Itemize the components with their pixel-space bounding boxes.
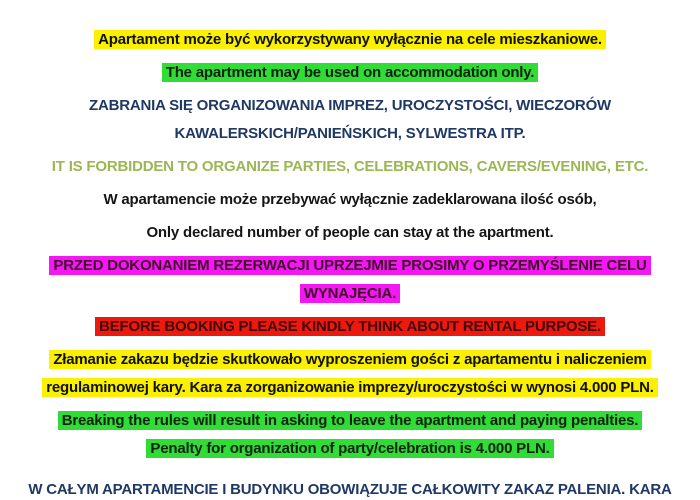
rule-line [0, 120, 700, 148]
rule-line [0, 476, 700, 500]
rule-en-booking-purpose [0, 313, 700, 341]
rule-en-penalty [0, 407, 700, 463]
rule-text: Only declared number of people can stay at the apartment. [146, 224, 554, 241]
rule-line [0, 59, 700, 87]
rule-text: ZABRANIA SIĘ ORGANIZOWANIA IMPREZ, UROCZYSTOŚCI, WIECZORÓW [88, 97, 611, 114]
highlighted-text: The apartment may be used on accommodation only. [162, 63, 539, 82]
rule-line [0, 346, 700, 374]
rule-line [0, 153, 700, 181]
rule-en-no-parties [0, 153, 700, 181]
highlighted-text: PRZED DOKONANIEM REZERWACJI UPRZEJMIE PROSIMY O PRZEMYŚLENIE CELU [49, 256, 650, 275]
rule-text: KAWALERSKICH/PANIEŃSKICH, SYLWESTRA ITP. [174, 125, 526, 142]
rule-pl-no-smoking-clipped [0, 476, 700, 500]
rule-line [0, 219, 700, 247]
highlighted-text: BEFORE BOOKING PLEASE KINDLY THINK ABOUT RENTAL PURPOSE. [95, 317, 605, 336]
rule-text: W CAŁYM APARTAMENCIE I BUDYNKU OBOWIĄZUJE CAŁKOWITY ZAKAZ PALENIA. KARA [28, 481, 672, 498]
highlighted-text: Breaking the rules will result in asking to leave the apartment and paying penalties. [58, 411, 643, 430]
rule-pl-no-parties [0, 92, 700, 148]
highlighted-text: regulaminowej kary. Kara za zorganizowanie imprezy/uroczystości w wynosi 4.000 PLN. [42, 378, 658, 397]
rule-line [0, 313, 700, 341]
rule-line [0, 374, 700, 402]
highlighted-text: Złamanie zakazu będzie skutkowało wyproszeniem gości z apartamentu i naliczeniem [49, 350, 650, 369]
rule-pl-accommodation-only [0, 26, 700, 54]
rule-line [0, 280, 700, 308]
rule-pl-declared-guests [0, 186, 700, 214]
rule-en-declared-guests [0, 219, 700, 247]
highlighted-text: WYNAJĘCIA. [300, 284, 400, 303]
rule-line [0, 26, 700, 54]
highlighted-text: Penalty for organization of party/celebration is 4.000 PLN. [146, 439, 553, 458]
rule-line [0, 92, 700, 120]
rule-text: W apartamencie może przebywać wyłącznie zadeklarowana ilość osób, [103, 191, 597, 208]
rule-line [0, 407, 700, 435]
highlighted-text: Apartament może być wykorzystywany wyłącznie na cele mieszkaniowe. [94, 30, 606, 49]
rule-line [0, 186, 700, 214]
rule-line [0, 435, 700, 463]
rule-text: IT IS FORBIDDEN TO ORGANIZE PARTIES, CELEBRATIONS, CAVERS/EVENING, ETC. [51, 158, 649, 175]
rule-line [0, 252, 700, 280]
rule-pl-booking-purpose [0, 252, 700, 308]
rule-en-accommodation-only [0, 59, 700, 87]
rule-pl-penalty [0, 346, 700, 402]
